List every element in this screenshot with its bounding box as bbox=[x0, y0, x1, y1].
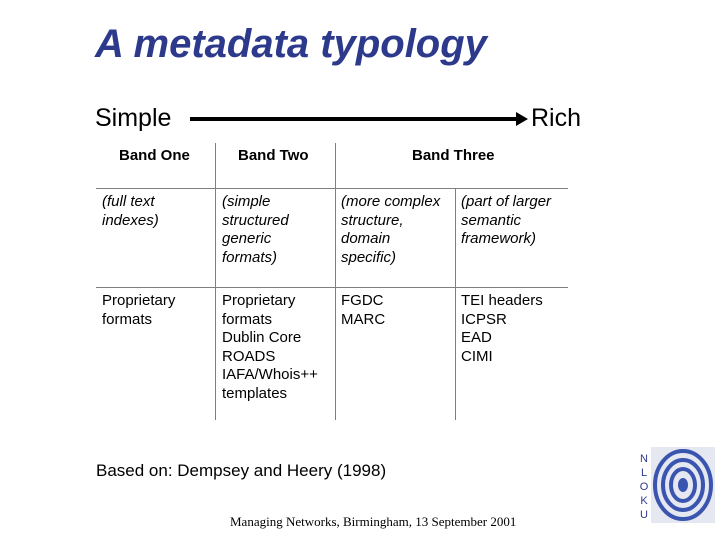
table-hline-2 bbox=[96, 287, 568, 288]
header-band-two: Band Two bbox=[238, 147, 309, 164]
cell-row2-band-two: Proprietary formats Dublin Core ROADS IAFA/Whois++ templates bbox=[222, 292, 318, 402]
cell-row1-band-three-b: (part of larger semantic framework) bbox=[461, 193, 552, 247]
ukoln-logo-icon bbox=[651, 447, 715, 523]
cell-row1-band-three-a: (more complex structure, domain specific) bbox=[341, 193, 441, 266]
cell-row2-band-three-b: TEI headers ICPSR EAD CIMI bbox=[461, 292, 543, 365]
ukoln-logo-text: N L O K U bbox=[639, 453, 649, 521]
footer-text: Managing Networks, Birmingham, 13 September 2001 bbox=[230, 514, 517, 529]
header-band-one: Band One bbox=[119, 147, 190, 164]
axis-rich-label: Rich bbox=[531, 104, 582, 132]
cell-row2-band-one: Proprietary formats bbox=[102, 292, 176, 328]
slide-title: A metadata typology bbox=[95, 22, 487, 66]
axis-simple-label: Simple bbox=[95, 104, 172, 132]
table-vline-1 bbox=[215, 143, 216, 420]
table-vline-2 bbox=[335, 143, 336, 420]
source-citation: Based on: Dempsey and Heery (1998) bbox=[96, 461, 387, 480]
cell-row2-band-three-a: FGDC MARC bbox=[341, 292, 386, 328]
cell-row1-band-two: (simple structured generic formats) bbox=[222, 193, 289, 266]
cell-row1-band-one: (full text indexes) bbox=[102, 193, 159, 229]
table-vline-3 bbox=[455, 188, 456, 420]
header-band-three: Band Three bbox=[412, 147, 495, 164]
table-hline-1 bbox=[96, 188, 568, 189]
axis-arrow-line bbox=[190, 117, 520, 121]
axis-arrow-head-icon bbox=[516, 112, 528, 126]
